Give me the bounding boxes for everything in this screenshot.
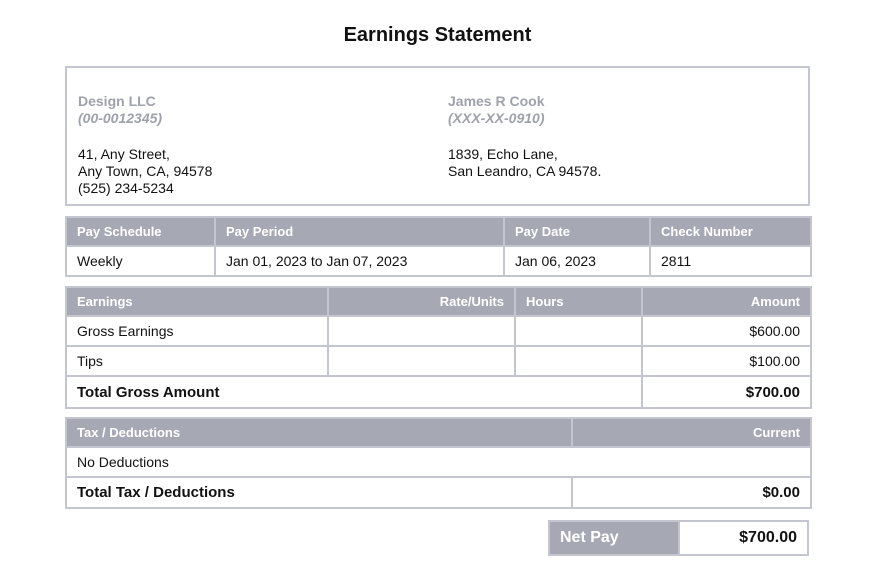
deduction-label: No Deductions [66, 447, 811, 477]
earnings-header: Earnings [66, 287, 328, 316]
amount-header: Amount [642, 287, 811, 316]
tax-deductions-header: Tax / Deductions [66, 418, 572, 447]
earning-amount: $600.00 [642, 316, 811, 346]
employer-info [78, 93, 212, 197]
net-pay-table [548, 520, 809, 556]
total-gross-label: Total Gross Amount [66, 376, 642, 408]
total-gross-amount: $700.00 [642, 376, 811, 408]
employer-id: (00-0012345) [78, 110, 163, 126]
deductions-header-row [66, 418, 811, 447]
earning-rate [328, 346, 515, 376]
net-pay-amount: $700.00 [679, 521, 808, 555]
earnings-table [65, 286, 812, 409]
net-pay-label: Net Pay [549, 521, 679, 555]
earning-amount: $100.00 [642, 346, 811, 376]
deductions-total-row [66, 477, 811, 508]
pay-schedule-value: Weekly [66, 246, 215, 276]
earning-hours [515, 316, 642, 346]
pay-period-value: Jan 01, 2023 to Jan 07, 2023 [215, 246, 504, 276]
employee-address-line1: 1839, Echo Lane, [448, 146, 558, 162]
table-row [66, 447, 811, 477]
earning-label: Tips [66, 346, 328, 376]
pay-date-header: Pay Date [504, 217, 650, 246]
employee-ssn: (XXX-XX-0910) [448, 110, 545, 126]
net-pay-row [549, 521, 808, 555]
document-title: Earnings Statement [343, 24, 532, 46]
employer-address-line1: 41, Any Street, [78, 146, 170, 162]
pay-date-value: Jan 06, 2023 [504, 246, 650, 276]
earning-hours [515, 346, 642, 376]
employer-address-line2: Any Town, CA, 94578 [78, 163, 213, 179]
employee-address-line2: San Leandro, CA 94578. [448, 163, 602, 179]
check-number-header: Check Number [650, 217, 811, 246]
earning-label: Gross Earnings [66, 316, 328, 346]
table-row [66, 346, 811, 376]
earnings-header-row [66, 287, 811, 316]
employee-info [448, 93, 601, 180]
pay-schedule-header: Pay Schedule [66, 217, 215, 246]
earnings-total-row [66, 376, 811, 408]
deductions-table [65, 417, 812, 509]
employer-phone: (525) 234-5234 [78, 180, 174, 196]
pay-info-table [65, 216, 812, 277]
hours-header: Hours [515, 287, 642, 316]
pay-period-header: Pay Period [215, 217, 504, 246]
total-deductions-amount: $0.00 [572, 477, 811, 508]
employer-name: Design LLC [78, 93, 156, 109]
current-header: Current [572, 418, 811, 447]
rate-units-header: Rate/Units [328, 287, 515, 316]
total-deductions-label: Total Tax / Deductions [66, 477, 572, 508]
party-info-box [65, 66, 810, 206]
pay-info-row [66, 246, 811, 276]
table-row [66, 316, 811, 346]
check-number-value: 2811 [650, 246, 811, 276]
earning-rate [328, 316, 515, 346]
pay-info-header-row [66, 217, 811, 246]
employee-name: James R Cook [448, 93, 545, 109]
